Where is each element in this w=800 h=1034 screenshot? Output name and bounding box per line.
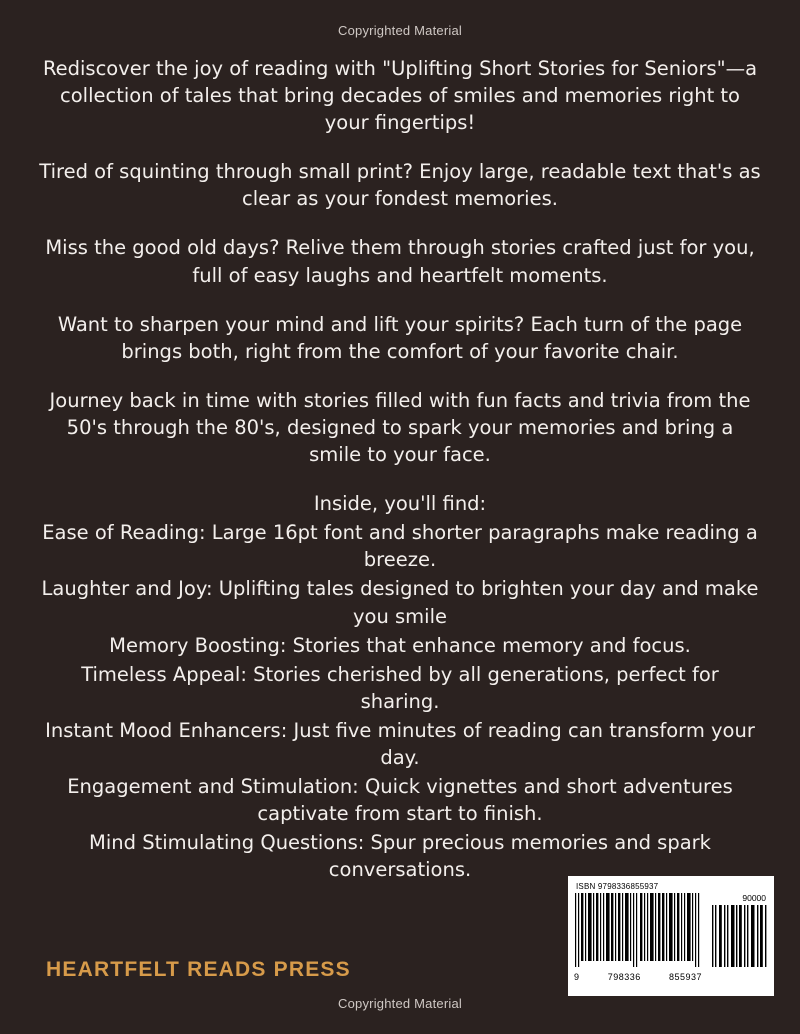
features-heading: Inside, you'll find: <box>313 492 487 516</box>
feature-item: Engagement and Stimulation: Quick vignettes and short adventures captivate from start to finish. <box>67 775 733 826</box>
barcode-price <box>710 893 768 971</box>
blurb-paragraph: Tired of squinting through small print? Enjoy large, readable text that's as clear as your fondest memories. <box>39 160 761 211</box>
barcode-digit-right: 855937 <box>668 972 702 982</box>
barcode-price-bars <box>710 905 768 967</box>
features-list <box>34 490 766 883</box>
barcode-main-bars <box>574 893 702 967</box>
barcode-digit-mid: 798336 <box>607 972 641 982</box>
barcode-main <box>574 893 702 982</box>
barcode-bars-row <box>574 893 768 982</box>
barcode <box>568 876 774 996</box>
feature-item: Timeless Appeal: Stories cherished by all generations, perfect for sharing. <box>81 662 719 713</box>
feature-item: Laughter and Joy: Uplifting tales designed to brighten your day and make you smile <box>41 577 759 628</box>
copyright-watermark-bottom: Copyrighted Material <box>338 996 462 1011</box>
blurb-paragraph: Want to sharpen your mind and lift your spirits? Each turn of the page brings both, right from the comfort of your favorite chair. <box>57 312 743 363</box>
feature-item: Memory Boosting: Stories that enhance memory and focus. <box>109 633 691 657</box>
blurb-paragraph: Miss the good old days? Relive them through stories crafted just for you, full of easy laughs and heartfelt moments. <box>45 236 755 287</box>
copyright-watermark-top: Copyrighted Material <box>338 23 462 38</box>
feature-item: Ease of Reading: Large 16pt font and shorter paragraphs make reading a breeze. <box>42 521 758 572</box>
blurb-text <box>34 55 766 885</box>
blurb-paragraph: Journey back in time with stories filled with fun facts and trivia from the 50's through the 80's, designed to spark your memories and bring a smile to your face. <box>49 388 751 467</box>
feature-item: Mind Stimulating Questions: Spur precious memories and spark conversations. <box>89 831 711 882</box>
price-code-label: 90000 <box>742 893 766 903</box>
barcode-digits <box>574 971 702 982</box>
publisher-imprint: HEARTFELT READS PRESS <box>46 958 351 981</box>
blurb-paragraph: Rediscover the joy of reading with "Uplifting Short Stories for Seniors"—a collection of tales that bring decades of smiles and memories right to your fingertips! <box>42 57 758 135</box>
isbn-label: ISBN 9798336855937 <box>576 882 659 891</box>
barcode-digit-left: 9 <box>574 972 580 982</box>
feature-item: Instant Mood Enhancers: Just five minutes of reading can transform your day. <box>45 718 755 769</box>
